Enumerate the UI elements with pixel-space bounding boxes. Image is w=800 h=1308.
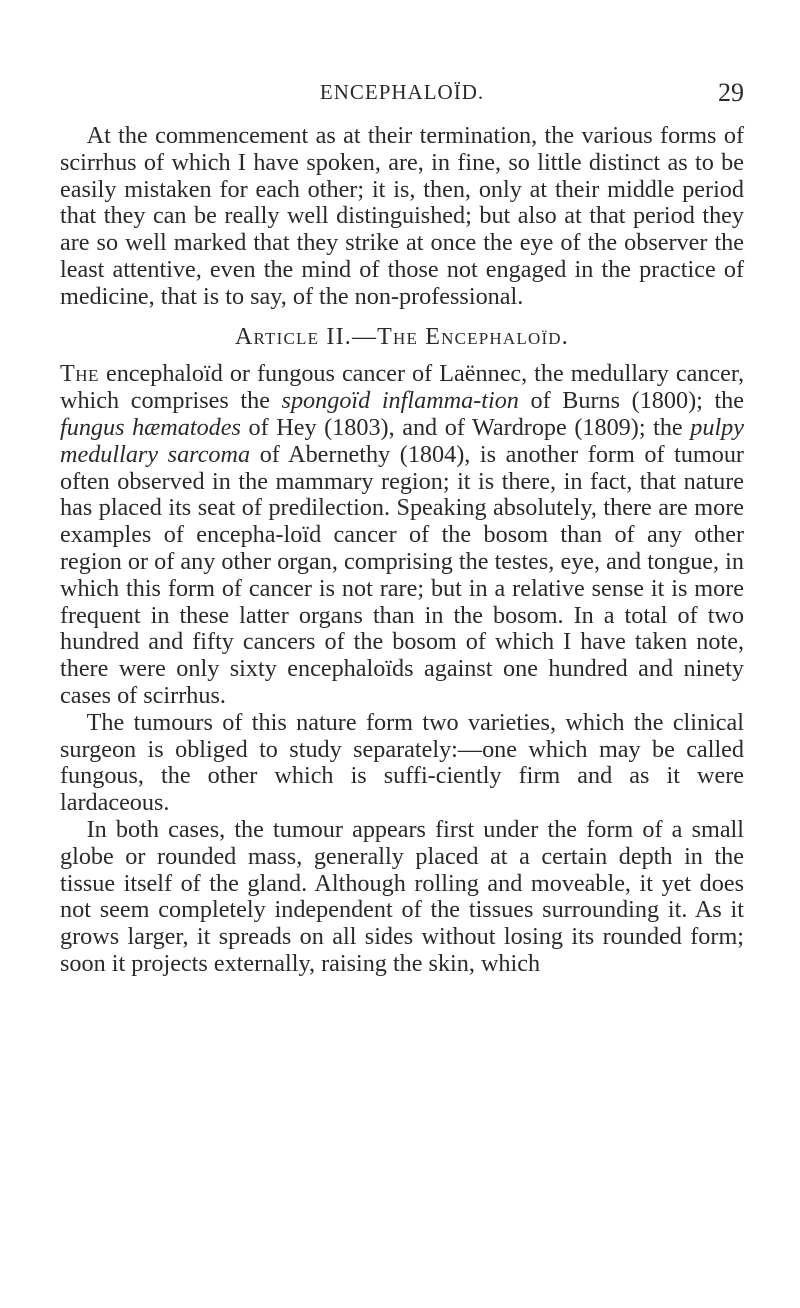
italic-term: fungus hæmatodes — [60, 413, 241, 441]
text-run: of Abernethy (1804), is another form of tumour often observed in the mammary region; it is there, in fact, that nature has placed its seat of predilection. Speaking absolutely, there are more examples of encepha-loïd cancer of the bosom than of any other region or of any other organ, comprising the testes, eye, and tongue, in which this form of cancer is not rare; but in a relative sense it is more frequent in these latter organs than in the bosom. In a total of two hundred and fifty cancers of the bosom of which I have taken note, there were only sixty encephaloïds against one hundred and ninety cases of scirrhus. — [60, 440, 744, 709]
page-number: 29 — [718, 78, 744, 107]
lead-word: The — [60, 360, 99, 388]
paragraph-encephaloid — [60, 361, 744, 709]
paragraph-varieties: The tumours of this nature form two varieties, which the clinical surgeon is obliged to study separately:—one which may be called fungous, the other which is suffi-ciently firm and as it were lardaceous. — [60, 708, 744, 817]
paragraph-both-cases: In both cases, the tumour appears first under the form of a small globe or rounded mass, generally placed at a certain depth in the tissue itself of the gland. Although rolling and moveable, it yet does not seem completely independent of the tissues surrounding it. As it grows larger, it spreads on all sides without losing its rounded form; soon it projects externally, raising the skin, which — [60, 815, 744, 977]
page-header — [60, 80, 744, 114]
running-head: ENCEPHALOÏD. — [319, 80, 485, 104]
paragraph-commencement: At the commencement as at their termination, the various forms of scirrhus of which I have spoken, are, in fine, so little distinct as to be easily mistaken for each other; it is, then, only at their middle period that they can be really well distinguished; but also at that period they are so well marked that they strike at once the eye of the observer the least attentive, even the mind of those not engaged in the practice of medicine, that is to say, of the non-professional. — [60, 122, 744, 310]
italic-term: pulpy medullary sarcoma — [60, 413, 744, 468]
text-run: of Hey (1803), and of Wardrope (1809); the — [240, 413, 691, 441]
body-text — [60, 123, 744, 978]
italic-term: spongoïd inflamma-tion — [281, 387, 519, 415]
section-heading: Article II.—The Encephaloïd. — [235, 323, 569, 350]
text-run: of Burns (1800); the — [518, 387, 744, 415]
text-run: encephaloïd or fungous cancer of Laënnec, the medullary cancer, which comprises the — [60, 360, 744, 415]
